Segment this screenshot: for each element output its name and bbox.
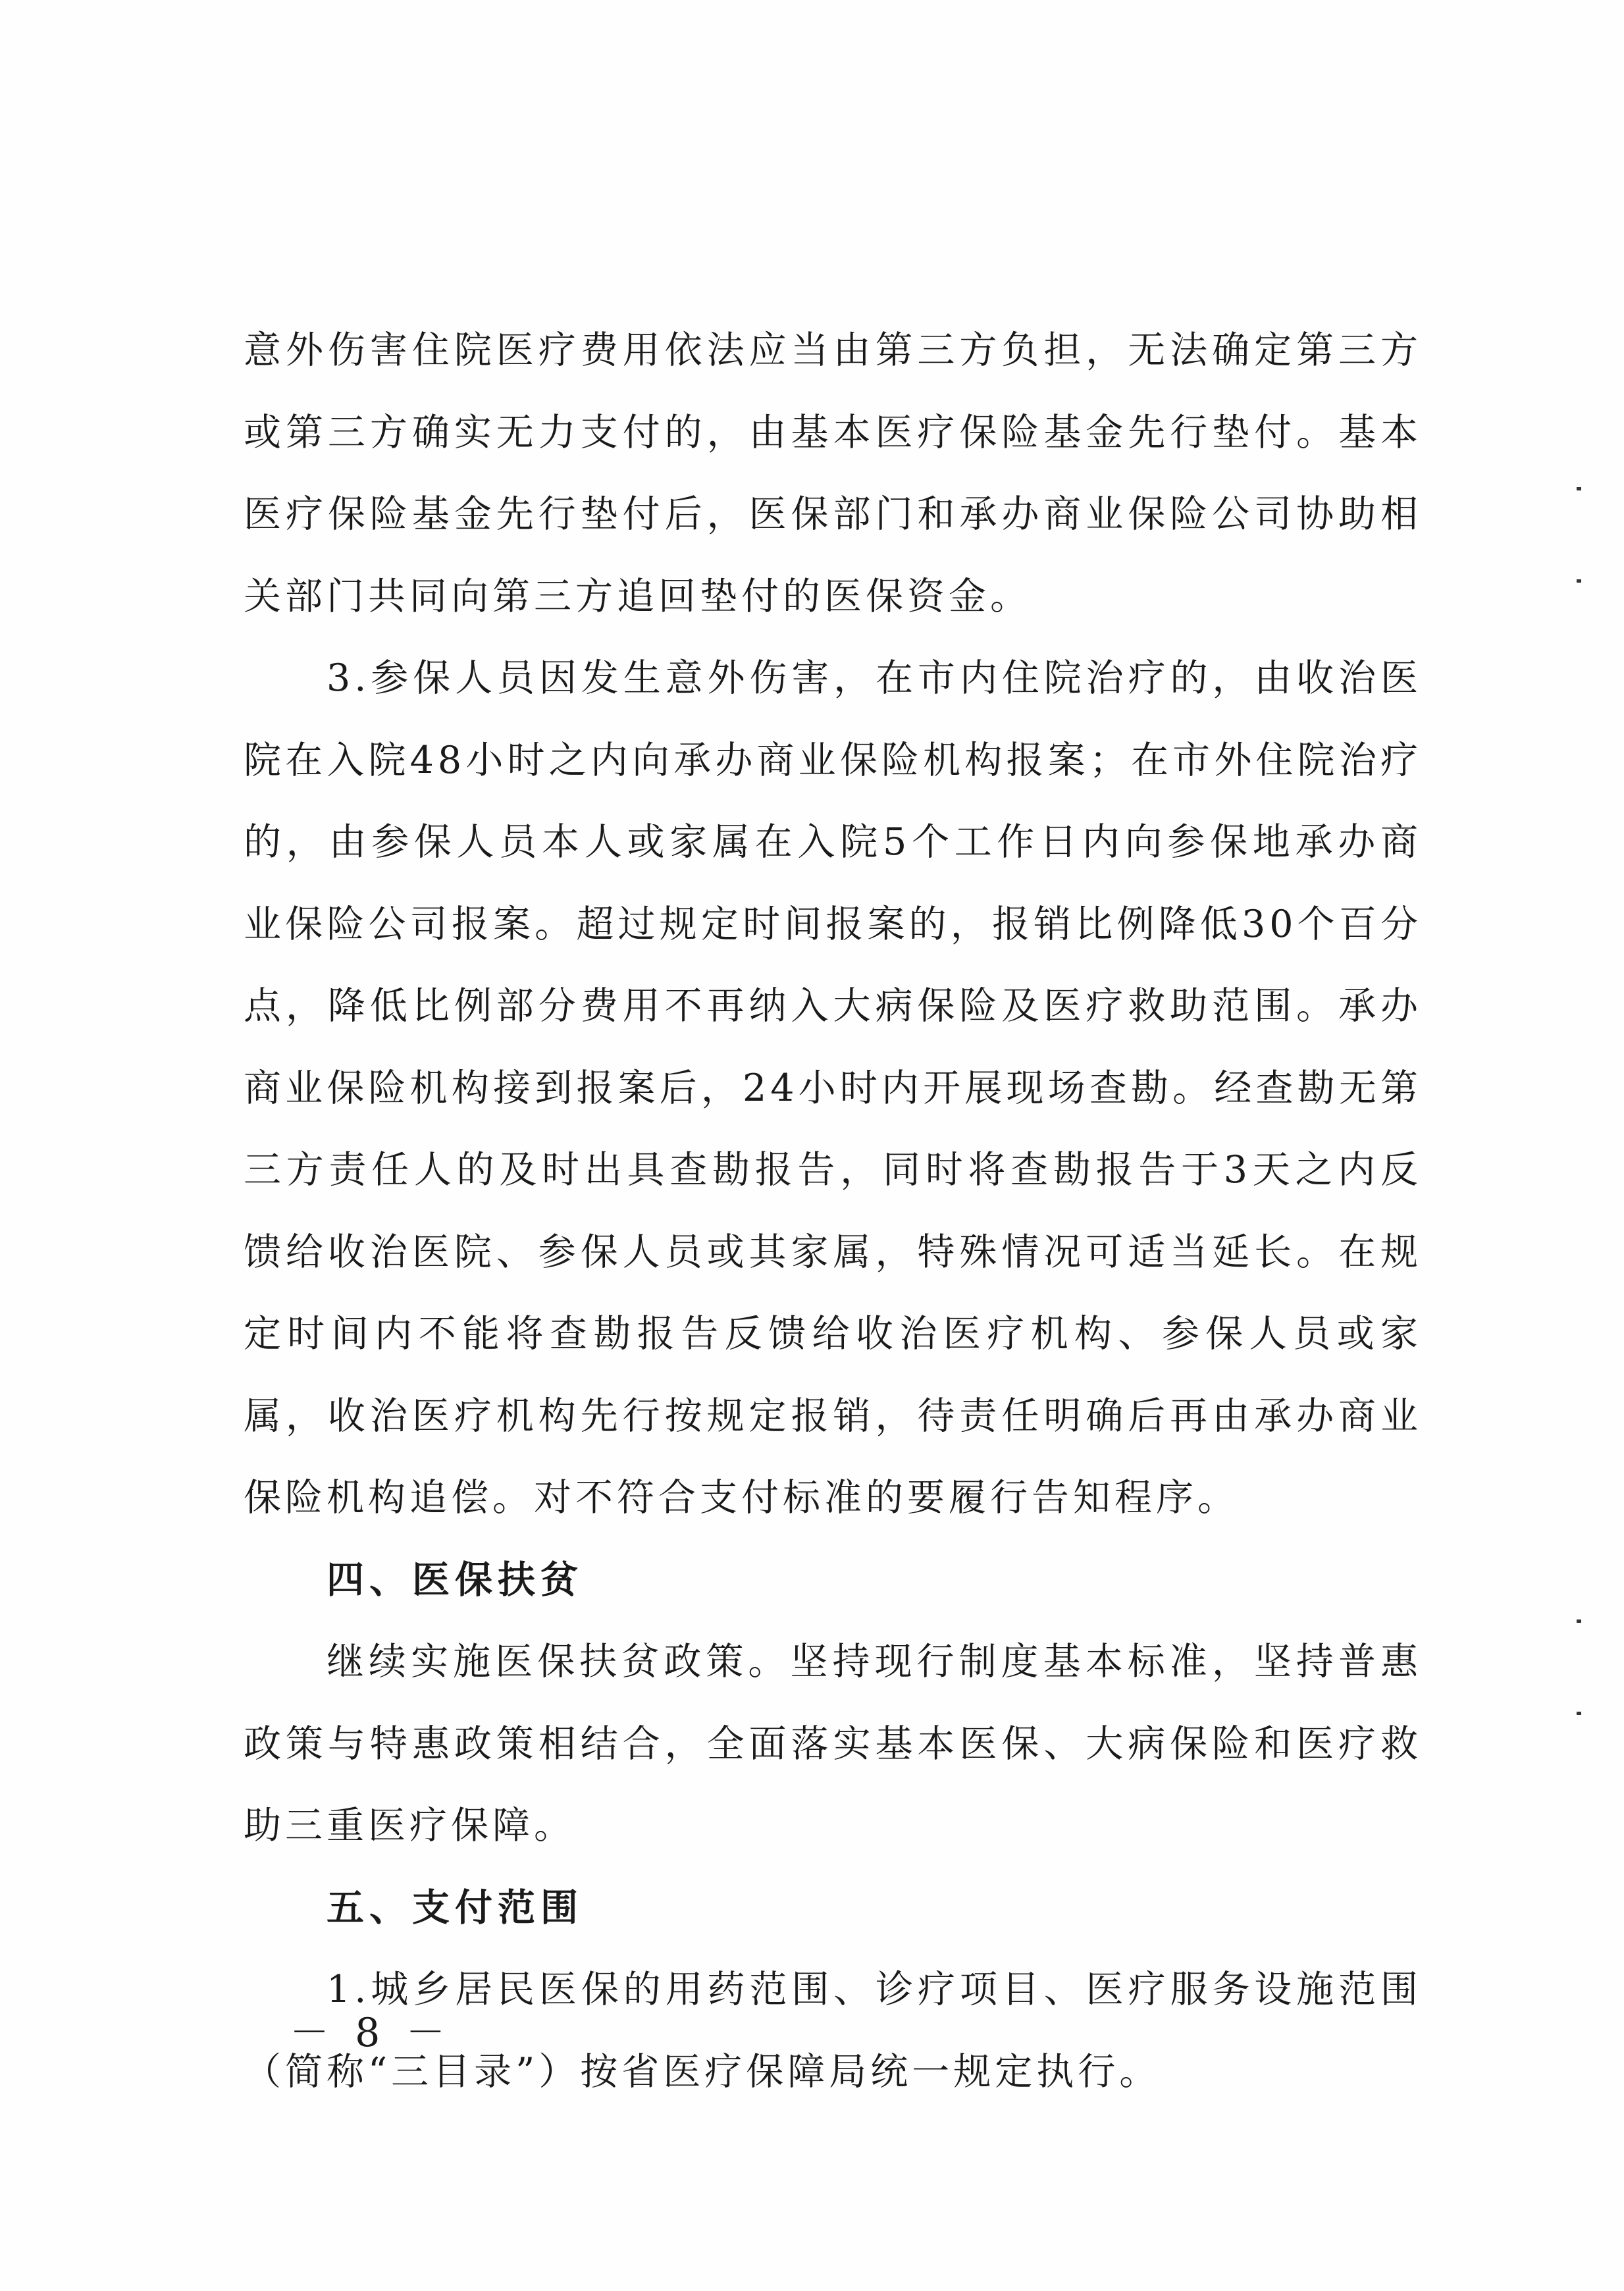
- paragraph-three-catalogues: 1.城乡居民医保的用药范围、诊疗项目、医疗服务设施范围（简称“三目录”）按省医疗保障局统一规定执行。: [244, 1968, 1422, 2094]
- paragraph-accident-reporting: 3.参保人员因发生意外伤害，在市内住院治疗的，由收治医院在入院48小时之内向承办商业保险机构报案；在市外住院治疗的，由参保人员本人或家属在入院5个工作日内向参保地承办商业保险公司报案。超过规定时间报案的，报销比例降低30个百分点，降低比例部分费用不再纳入大病保险及医疗救助范围。承办商业保险机构接到报案后，24小时内开展现场查勘。经查勘无第三方责任人的及时出具查勘报告，同时将查勘报告于3天之内反馈给收治医院、参保人员或其家属，特殊情况可适当延长。在规定时间内不能将查勘报告反馈给收治医疗机构、参保人员或家属，收治医疗机构先行按规定报销，待责任明确后再由承办商业保险机构追偿。对不符合支付标准的要履行告知程序。: [244, 656, 1422, 1519]
- document-body: [244, 309, 1422, 2113]
- page-number: － 8 －: [290, 2010, 452, 2056]
- section-heading-poverty-relief: 四、医保扶贫: [327, 1558, 583, 1602]
- section-heading-payment-scope: 五、支付范围: [327, 1885, 583, 1930]
- paragraph-poverty-relief: 继续实施医保扶贫政策。坚持现行制度基本标准，坚持普惠政策与特惠政策相结合，全面落实基本医保、大病保险和医疗救助三重医疗保障。: [244, 1640, 1422, 1847]
- binding-hole-mark: [1577, 1712, 1581, 1715]
- paragraph-third-party-advance: 意外伤害住院医疗费用依法应当由第三方负担，无法确定第三方或第三方确实无力支付的，由基本医疗保险基金先行垫付。基本医疗保险基金先行垫付后，医保部门和承办商业保险公司协助相关部门共同向第三方追回垫付的医保资金。: [244, 329, 1422, 618]
- binding-hole-mark: [1577, 579, 1581, 583]
- binding-hole-mark: [1577, 487, 1581, 490]
- binding-hole-mark: [1577, 1620, 1581, 1623]
